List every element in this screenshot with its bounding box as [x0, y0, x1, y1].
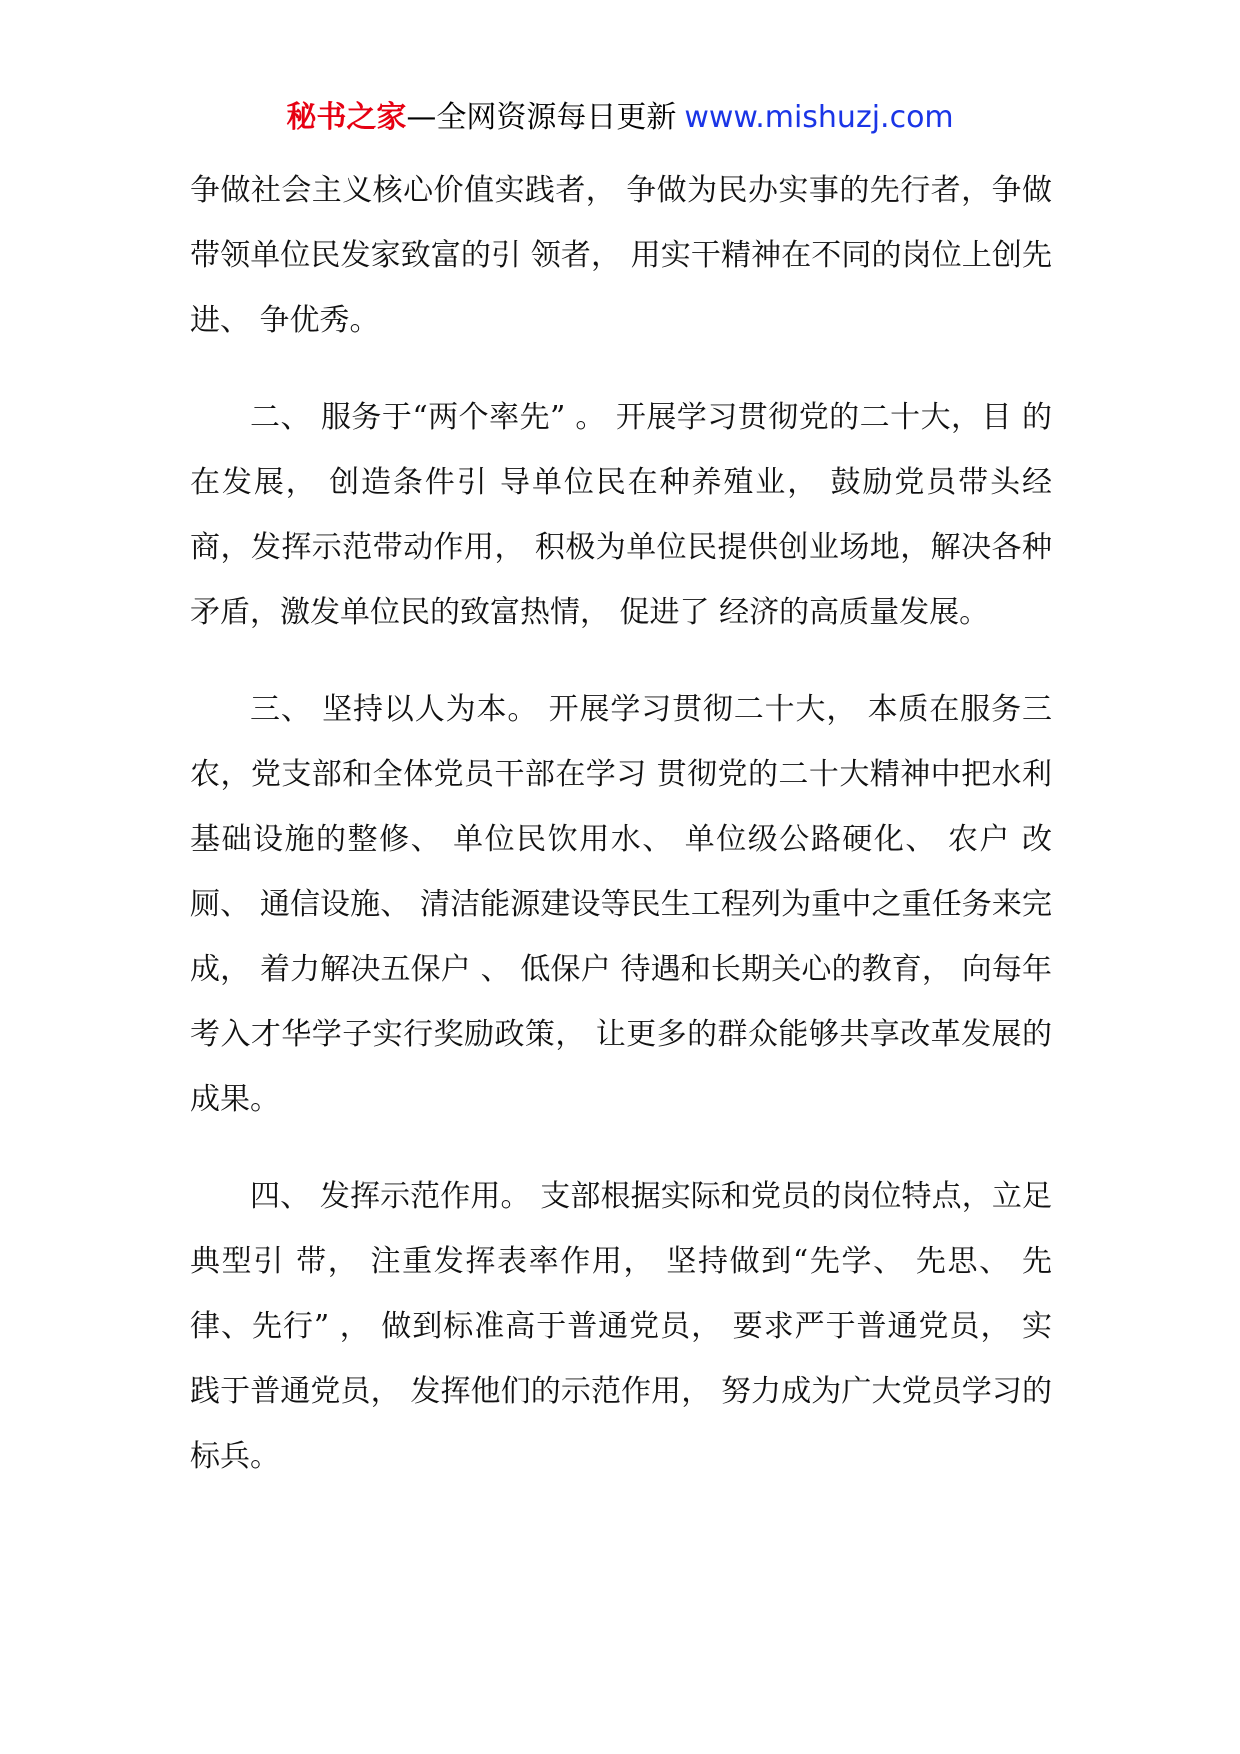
website-link[interactable]: www.mishuzj.com [684, 100, 954, 135]
paragraph-section-two: 二、 服务于“两个率先” 。 开展学习贯彻党的二十大，目 的在发展， 创造条件引 导单位民在种养殖业， 鼓励党员带头经商，发挥示范带动作用， 积极为单位民提供创业场地，解决各种矛盾，激发单位民的致富热情， 促进了 经济的高质量发展。 [190, 400, 1052, 630]
document-body [190, 158, 1052, 1489]
page-header [0, 98, 1240, 138]
paragraph-section-four: 四、 发挥示范作用。 支部根据实际和党员的岗位特点，立足典型引 带， 注重发挥表率作用， 坚持做到“先学、 先思、 先律、先行” ， 做到标准高于普通党员， 要求严于普通党员， 实践于普通党员， 发挥他们的示范作用， 努力成为广大党员学习的标兵。 [190, 1179, 1052, 1474]
paragraph-section-three: 三、 坚持以人为本。 开展学习贯彻二十大， 本质在服务三农，党支部和全体党员干部在学习 贯彻党的二十大精神中把水利基础设施的整修、 单位民饮用水、 单位级公路硬化、 农户 改厕、 通信设施、 清洁能源建设等民生工程列为重中之重任务来完成， 着力解决五保户 、 低保户 待遇和长期关心的教育， 向每年考入才华学子实行奖励政策， 让更多的群众能够共享改革发展的成果。 [190, 692, 1052, 1117]
paragraph-continued: 争做社会主义核心价值实践者， 争做为民办实事的先行者，争做带领单位民发家致富的引 领者， 用实干精神在不同的岗位上创先进、 争优秀。 [190, 173, 1052, 338]
header-slogan: —全网资源每日更新 [406, 100, 677, 135]
brand-name: 秘书之家 [286, 100, 407, 135]
